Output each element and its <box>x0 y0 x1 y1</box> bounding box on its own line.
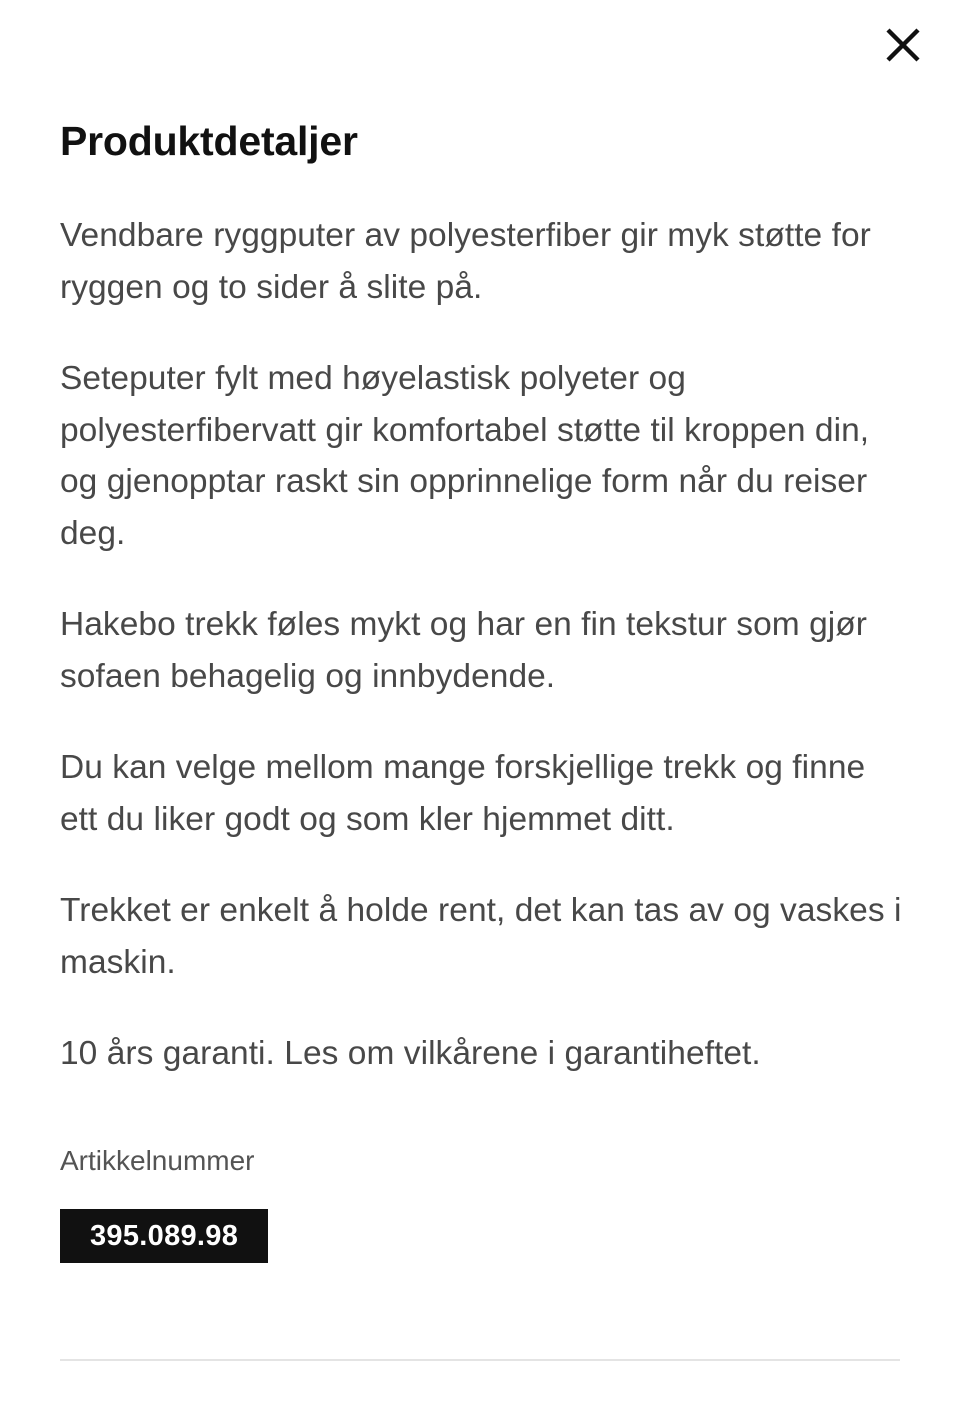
description-paragraph: Trekket er enkelt å holde rent, det kan tas av og vaskes i maskin. <box>60 892 902 981</box>
close-icon <box>884 26 922 64</box>
description-paragraph: Vendbare ryggputer av polyesterfiber gir myk støtte for ryggen og to sider å slite på. <box>60 217 871 306</box>
description-paragraph: Seteputer fylt med høyelastisk polyeter og polyesterfibervatt gir komfortabel støtte til kroppen din, og gjenopptar raskt sin opprinnelige form når du reiser deg. <box>60 360 870 552</box>
description-paragraph: Du kan velge mellom mange forskjellige trekk og finne ett du liker godt og som kler hjemmet ditt. <box>60 749 866 838</box>
article-number-label: Artikkelnummer <box>60 1145 255 1176</box>
close-button[interactable] <box>870 12 936 78</box>
section-divider <box>60 1359 900 1361</box>
warranty-paragraph: 10 års garanti. Les om vilkårene i garantiheftet. <box>60 1035 761 1072</box>
article-number-badge: 395.089.98 <box>60 1209 268 1263</box>
article-number-block <box>60 1143 268 1263</box>
product-description <box>60 210 906 1080</box>
description-paragraph: Hakebo trekk føles mykt og har en fin tekstur som gjør sofaen behagelig og innbydende. <box>60 606 867 695</box>
page-title: Produktdetaljer <box>60 118 358 164</box>
